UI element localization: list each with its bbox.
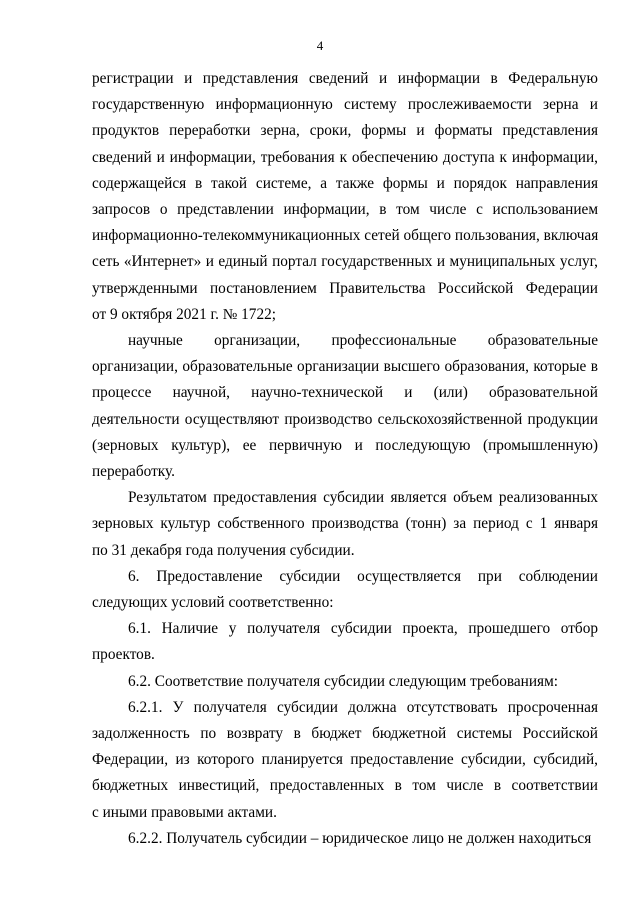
text-line: переработку. (92, 463, 175, 481)
text-line: информационно-телекоммуникационных сетей общего пользования, включая (92, 227, 599, 245)
paragraph (92, 669, 598, 695)
document-body (92, 66, 598, 852)
paragraph (92, 616, 598, 668)
paragraph (92, 826, 598, 852)
text-line: регистрации и представления сведений и информации в Федеральную (92, 70, 598, 87)
text-line: бюджетных инвестиций, предоставленных в том числе в соответствии (92, 777, 598, 795)
text-line: государственную информационную систему прослеживаемости зерна и (92, 96, 598, 114)
text-line: с иными правовыми актами. (92, 803, 277, 821)
text-line: от 9 октября 2021 г. № 1722; (92, 305, 276, 323)
text-line: проектов. (92, 646, 155, 664)
text-line: процессе научной, научно-технической и (или) образовательной (92, 384, 598, 402)
text-line: сеть «Интернет» и единый портал государственных и муниципальных услуг, (92, 253, 598, 271)
text-line: 6.2. Соответствие получателя субсидии следующим требованиям: (128, 672, 559, 690)
text-line: деятельности осуществляют производство сельскохозяйственной продукции (92, 410, 598, 428)
text-line: Федерации, из которого планируется предоставление субсидии, субсидий, (92, 751, 598, 769)
text-line: сведений и информации, требования к обеспечению доступа к информации, (92, 148, 598, 166)
text-line: научные организации, профессиональные образовательные (128, 332, 598, 350)
text-line: 6.1. Наличие у получателя субсидии проекта, прошедшего отбор (128, 620, 598, 638)
text-line: содержащейся в такой системе, а также формы и порядок направления (92, 174, 598, 192)
page-number: 4 (316, 38, 324, 53)
text-line: 6. Предоставление субсидии осуществляется при соблюдении (128, 567, 598, 585)
text-line: утвержденными постановлением Правительства Российской Федерации (92, 279, 598, 297)
text-line: 6.2.2. Получатель субсидии – юридическое лицо не должен находиться (128, 829, 592, 847)
paragraph (92, 695, 598, 826)
text-line: по 31 декабря года получения субсидии. (92, 541, 355, 559)
text-line: 6.2.1. У получателя субсидии должна отсутствовать просроченная (128, 698, 598, 716)
text-line: запросов о представлении информации, в том числе с использованием (92, 201, 598, 219)
text-line: Результатом предоставления субсидии является объем реализованных (128, 489, 598, 507)
paragraph (92, 485, 598, 564)
text-line: организации, образовательные организации высшего образования, которые в (92, 358, 598, 376)
text-line: зерновых культур собственного производства (тонн) за период с 1 января (92, 515, 598, 533)
text-line: продуктов переработки зерна, сроки, формы и форматы представления (92, 122, 598, 140)
text-line: следующих условий соответственно: (92, 594, 334, 612)
paragraph (92, 66, 598, 328)
paragraph (92, 328, 598, 485)
text-line: задолженность по возврату в бюджет бюджетной системы Российской (92, 725, 598, 743)
text-line: (зерновых культур), ее первичную и последующую (промышленную) (92, 436, 598, 454)
paragraph (92, 564, 598, 616)
